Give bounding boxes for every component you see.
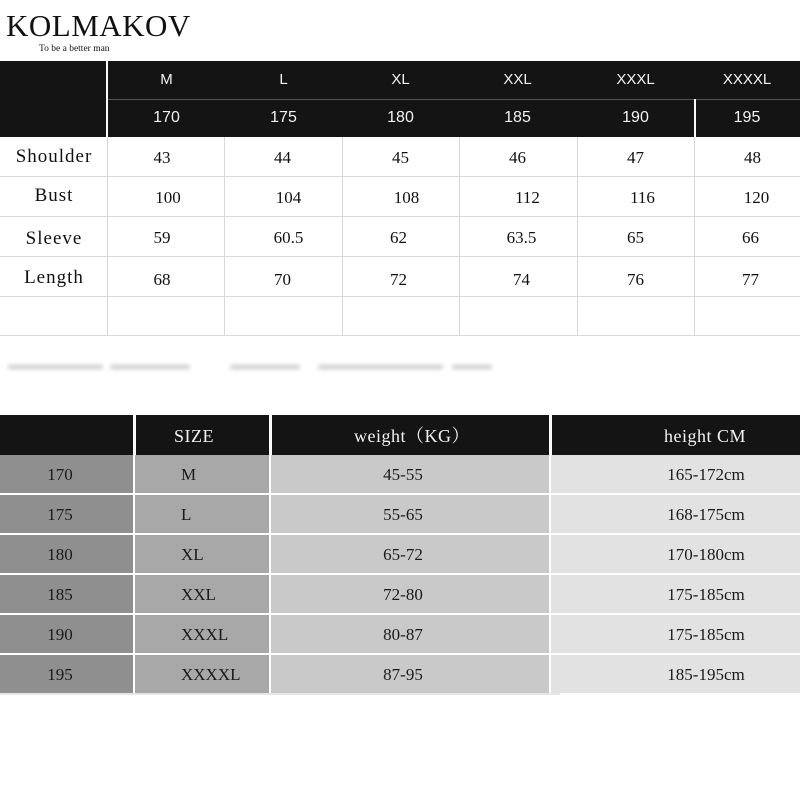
- brand-tagline: To be a better man: [39, 44, 110, 54]
- brand-name: KOLMAKOV: [6, 8, 191, 43]
- height-range-value: 185-195cm: [667, 665, 745, 684]
- size-header-cell: M: [160, 71, 173, 88]
- size-value: XL: [181, 545, 204, 564]
- size-header-cell: XL: [391, 71, 410, 88]
- row-label-sleeve: Sleeve: [25, 228, 83, 249]
- height-value: 195: [47, 665, 73, 684]
- brand-logo: [6, 6, 191, 58]
- size-header-cell: XXL: [503, 71, 532, 88]
- size-value: XXXXL: [181, 665, 241, 684]
- size-header-cell: XXXL: [616, 71, 655, 88]
- size-value: XXXL: [181, 625, 229, 644]
- row-label-length: Length: [24, 267, 84, 288]
- table-cell: 70: [274, 270, 291, 289]
- size-header-cell: XXXXL: [722, 71, 772, 88]
- weight-value: 72-80: [383, 585, 423, 604]
- table-cell: 62: [390, 228, 407, 247]
- table-cell: 65: [627, 228, 644, 247]
- measurement-table-body: [0, 137, 800, 337]
- row-label-bust: Bust: [34, 185, 74, 206]
- weight-value: 80-87: [383, 625, 423, 644]
- height-header-cell: 180: [387, 109, 414, 126]
- size-value: L: [181, 505, 192, 524]
- table-cell: 46: [509, 148, 526, 167]
- height-header-cell: 170: [153, 109, 180, 126]
- header-height: height CM: [663, 426, 746, 446]
- height-header-cell: 195: [733, 109, 761, 126]
- table-cell: 116: [630, 188, 655, 207]
- grid-line: [0, 335, 800, 336]
- table-cell: 48: [744, 148, 761, 167]
- table-row: [0, 615, 800, 653]
- height-range-value: 175-185cm: [667, 625, 745, 644]
- weight-value: 55-65: [383, 505, 423, 524]
- table-row: [0, 655, 800, 693]
- table-cell: 60.5: [273, 228, 304, 247]
- height-range-value: 168-175cm: [667, 505, 745, 524]
- height-range-value: 175-185cm: [667, 585, 745, 604]
- size-value: XXL: [181, 585, 216, 604]
- table-cell: 104: [275, 188, 302, 207]
- height-range-value: 165-172cm: [667, 465, 745, 484]
- measurement-table-header: [0, 61, 800, 137]
- table-cell: 108: [393, 188, 420, 207]
- faded-text-band: [0, 361, 500, 375]
- height-header-cell: 175: [270, 109, 297, 126]
- table-cell: 43: [153, 148, 171, 167]
- table-cell: 74: [513, 270, 530, 289]
- table-bottom-edge: [0, 693, 560, 695]
- height-header-cell: 190: [622, 109, 649, 126]
- table-cell: 66: [742, 228, 759, 247]
- height-value: 170: [47, 465, 73, 484]
- table-cell: 44: [274, 148, 291, 167]
- table-row: [0, 455, 800, 493]
- table-cell: 68: [153, 270, 171, 289]
- size-header-cell: L: [279, 71, 288, 88]
- height-header-cell: 185: [504, 109, 531, 126]
- height-value: 185: [47, 585, 73, 604]
- table-cell: 112: [515, 188, 540, 207]
- row-label-shoulder: Shoulder: [15, 146, 93, 167]
- height-range-value: 170-180cm: [667, 545, 745, 564]
- header-size: SIZE: [174, 426, 214, 446]
- size-table: [0, 415, 800, 695]
- table-cell: 63.5: [506, 228, 537, 247]
- table-cell: 77: [742, 270, 759, 289]
- table-cell: 100: [155, 188, 181, 207]
- height-value: 190: [47, 625, 73, 644]
- table-cell: 47: [627, 148, 644, 167]
- measurement-table: [0, 61, 800, 337]
- table-row: [0, 535, 800, 573]
- table-cell: 45: [392, 148, 409, 167]
- weight-value: 65-72: [383, 545, 423, 564]
- table-cell: 120: [743, 188, 770, 207]
- weight-value: 87-95: [383, 665, 423, 684]
- table-cell: 76: [627, 270, 644, 289]
- weight-value: 45-55: [383, 465, 423, 484]
- height-value: 180: [47, 545, 73, 564]
- size-value: M: [181, 465, 197, 484]
- header-cell-blank: [0, 415, 133, 455]
- table-cell: 59: [153, 228, 171, 247]
- table-row: [0, 575, 800, 613]
- height-value: 175: [47, 505, 73, 524]
- table-row: [0, 495, 800, 533]
- table-cell: 72: [390, 270, 407, 289]
- header-weight: weight（KG）: [354, 426, 470, 446]
- size-table-header: [0, 415, 800, 455]
